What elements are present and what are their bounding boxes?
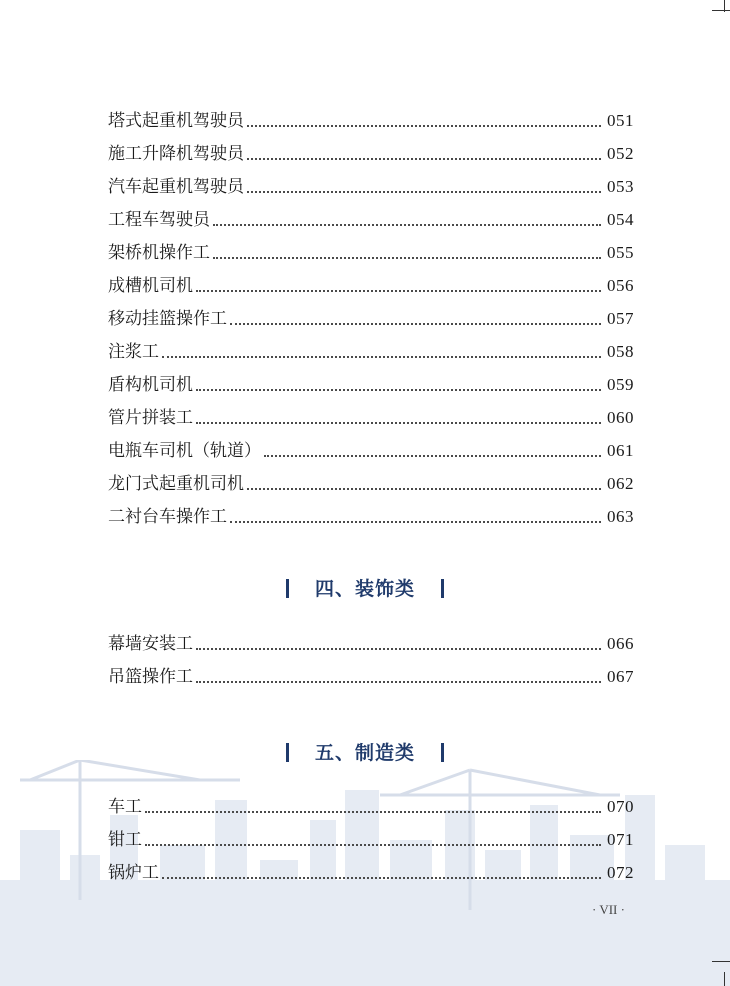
- section-heading-decoration: [0, 574, 730, 601]
- dot-leader: [264, 455, 601, 457]
- toc-section-3-list: [108, 99, 634, 528]
- toc-entry-title: 车工: [108, 797, 142, 817]
- toc-entry[interactable]: [108, 165, 634, 198]
- section-heading: 四、装饰类: [314, 578, 415, 600]
- toc-entry-title: 架桥机操作工: [108, 243, 210, 263]
- dot-leader: [162, 877, 601, 879]
- toc-entry[interactable]: [108, 231, 634, 264]
- toc-entry-page: 053: [607, 177, 634, 196]
- toc-entry-page: 052: [607, 144, 634, 163]
- section-heading: 五、制造类: [314, 742, 415, 764]
- toc-entry-page: 067: [607, 667, 634, 686]
- toc-entry-title: 龙门式起重机司机: [108, 474, 244, 494]
- dot-leader: [247, 488, 601, 490]
- toc-entry-page: 066: [607, 634, 634, 653]
- toc-section-4-list: [108, 622, 634, 688]
- toc-entry-title: 汽车起重机驾驶员: [108, 177, 244, 197]
- dot-leader: [196, 681, 601, 683]
- crop-mark-top-right-h: [712, 10, 730, 11]
- toc-entry-page: 056: [607, 276, 634, 295]
- dot-leader: [247, 191, 601, 193]
- toc-entry-page: 059: [607, 375, 634, 394]
- toc-entry[interactable]: [108, 851, 634, 884]
- toc-entry[interactable]: [108, 330, 634, 363]
- toc-section-5-list: [108, 785, 634, 884]
- toc-entry[interactable]: [108, 429, 634, 462]
- toc-entry-page: 072: [607, 863, 634, 882]
- toc-entry[interactable]: [108, 818, 634, 851]
- heading-bar-right: [441, 743, 444, 762]
- heading-bar-left: [286, 579, 289, 598]
- toc-entry-title: 成槽机司机: [108, 276, 193, 296]
- toc-entry[interactable]: [108, 198, 634, 231]
- toc-entry-page: 062: [607, 474, 634, 493]
- dot-leader: [162, 356, 601, 358]
- heading-bar-left: [286, 743, 289, 762]
- dot-leader: [213, 224, 601, 226]
- toc-entry-page: 063: [607, 507, 634, 526]
- dot-leader: [196, 389, 601, 391]
- dot-leader: [247, 125, 601, 127]
- dot-leader: [213, 257, 601, 259]
- toc-entry[interactable]: [108, 396, 634, 429]
- dot-leader: [196, 290, 601, 292]
- toc-entry-title: 二衬台车操作工: [108, 507, 227, 527]
- toc-entry-page: 071: [607, 830, 634, 849]
- toc-entry-page: 058: [607, 342, 634, 361]
- toc-entry-title: 塔式起重机驾驶员: [108, 111, 244, 131]
- toc-entry-page: 060: [607, 408, 634, 427]
- toc-entry[interactable]: [108, 99, 634, 132]
- toc-entry-page: 055: [607, 243, 634, 262]
- toc-entry-title: 电瓶车司机（轨道）: [108, 441, 261, 461]
- crop-mark-bottom-right-h: [712, 961, 730, 962]
- toc-entry-page: 054: [607, 210, 634, 229]
- toc-entry-page: 057: [607, 309, 634, 328]
- dot-leader: [230, 521, 601, 523]
- toc-entry-title: 钳工: [108, 830, 142, 850]
- dot-leader: [196, 422, 601, 424]
- crop-mark-top-right-v: [724, 0, 725, 12]
- toc-entry[interactable]: [108, 132, 634, 165]
- toc-entry[interactable]: [108, 495, 634, 528]
- page-number: · VII ·: [592, 902, 625, 917]
- dot-leader: [230, 323, 601, 325]
- toc-entry-title: 施工升降机驾驶员: [108, 144, 244, 164]
- toc-entry-title: 盾构机司机: [108, 375, 193, 395]
- toc-entry-title: 移动挂篮操作工: [108, 309, 227, 329]
- toc-entry-title: 工程车驾驶员: [108, 210, 210, 230]
- toc-entry[interactable]: [108, 297, 634, 330]
- toc-entry-title: 管片拼装工: [108, 408, 193, 428]
- toc-entry-page: 070: [607, 797, 634, 816]
- dot-leader: [145, 844, 601, 846]
- toc-entry-page: 061: [607, 441, 634, 460]
- dot-leader: [145, 811, 601, 813]
- toc-entry-title: 锅炉工: [108, 863, 159, 883]
- toc-entry[interactable]: [108, 655, 634, 688]
- dot-leader: [196, 648, 601, 650]
- toc-entry-page: 051: [607, 111, 634, 130]
- toc-entry[interactable]: [108, 622, 634, 655]
- heading-bar-right: [441, 579, 444, 598]
- section-heading-decoration: [0, 738, 730, 765]
- toc-entry[interactable]: [108, 785, 634, 818]
- toc-entry-title: 幕墙安装工: [108, 634, 193, 654]
- toc-entry-title: 注浆工: [108, 342, 159, 362]
- toc-entry[interactable]: [108, 264, 634, 297]
- dot-leader: [247, 158, 601, 160]
- toc-entry-title: 吊篮操作工: [108, 667, 193, 687]
- crop-mark-bottom-right-v: [724, 972, 725, 986]
- toc-entry[interactable]: [108, 462, 634, 495]
- toc-entry[interactable]: [108, 363, 634, 396]
